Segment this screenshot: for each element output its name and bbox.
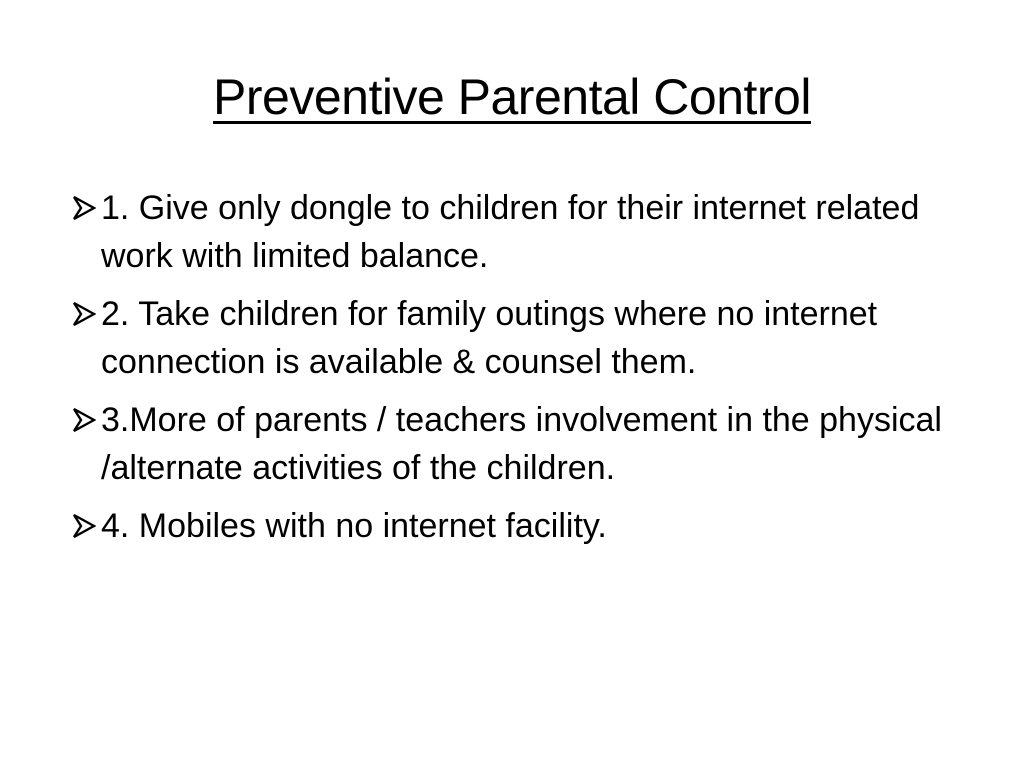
- bullet-text: 2. Take children for family outings where no internet connection is available & counsel them.: [101, 295, 878, 381]
- bullet-item: [72, 184, 972, 280]
- bullet-text: 1. Give only dongle to children for their internet related work with limited balance.: [101, 189, 920, 275]
- slide-title: Preventive Parental Control: [213, 69, 811, 125]
- arrow-bullet-icon: [72, 513, 96, 539]
- bullet-text: 3.More of parents / teachers involvement in the physical /alternate activities of the children.: [101, 401, 942, 487]
- bullet-text: 4. Mobiles with no internet facility.: [101, 507, 607, 545]
- arrow-bullet-icon: [72, 407, 96, 433]
- bullet-list: [72, 184, 972, 560]
- bullet-item: [72, 502, 972, 550]
- bullet-item: [72, 290, 972, 386]
- arrow-bullet-icon: [72, 301, 96, 327]
- arrow-bullet-icon: [72, 195, 96, 221]
- bullet-item: [72, 396, 972, 492]
